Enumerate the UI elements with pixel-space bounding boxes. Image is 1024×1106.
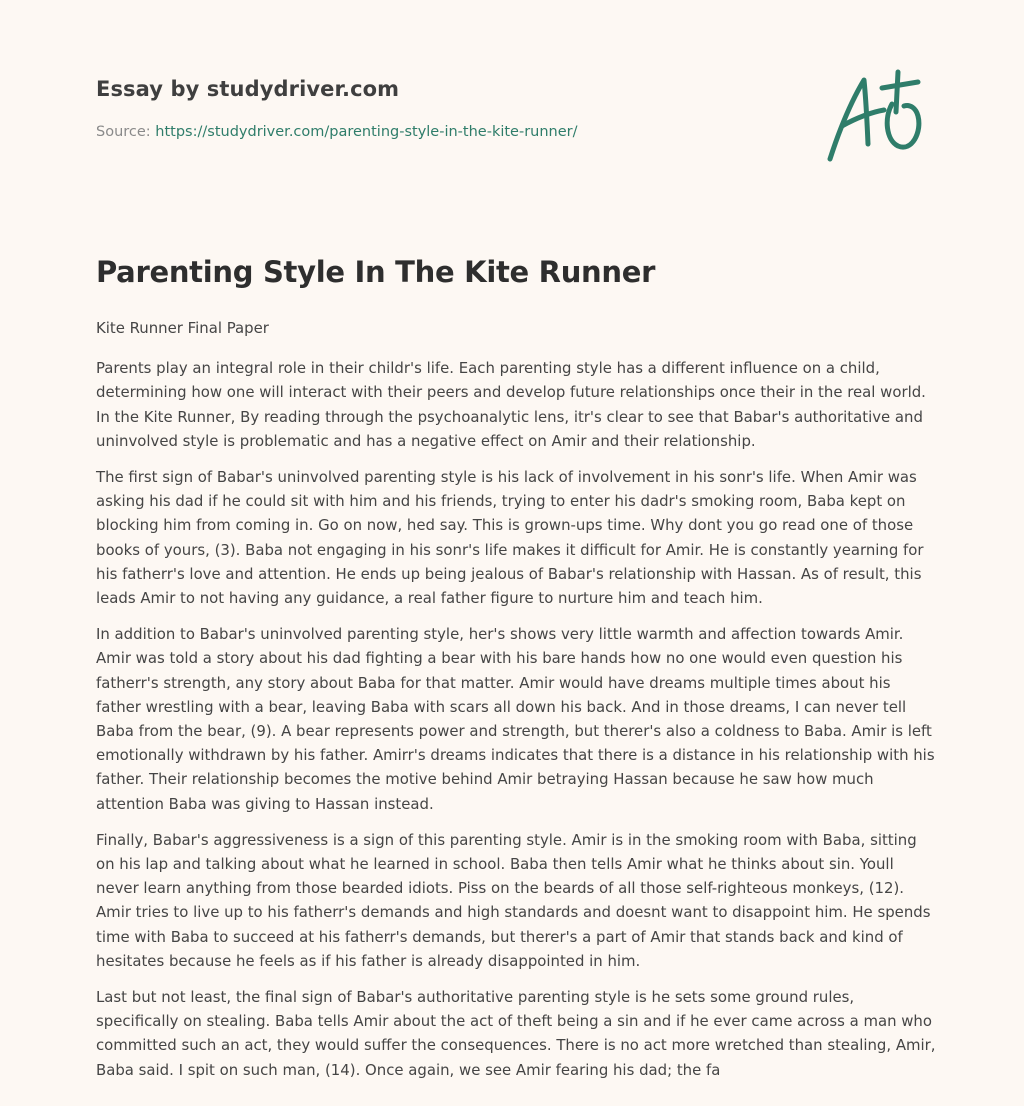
source-line [96, 124, 578, 140]
essay-subtitle: Kite Runner Final Paper [96, 319, 269, 337]
paragraph: Last but not least, the final sign of Babar's authoritative parenting style is he sets some ground rules, specifically on stealing. Baba tells Amir about the act of theft being a sin and if he ever came across a man who committed such an act, they would suffer the consequences. There is no act more wretched than stealing, Amir, Baba said. I spit on such man, (14). Once again, we see Amir fearing his dad; the fa [96, 988, 936, 1079]
paragraph: In addition to Babar's uninvolved parenting style, her's shows very little warmth and affection towards Amir. Amir was told a story about his dad fighting a bear with his bare hands how no one would even question his fatherr's strength, any story about Baba for that matter. Amir would have dreams multiple times about his father wrestling with a bear, leaving Baba with scars all down his back. And in those dreams, I can never tell Baba from the bear, (9). A bear represents power and strength, but therer's also a coldness to Baba. Amir is left emotionally withdrawn by his father. Amirr's dreams indicates that there is a distance in his relationship with his father. Their relationship becomes the motive behind Amir betraying Hassan because he saw how much attention Baba was giving to Hassan instead. [96, 625, 935, 813]
essay-title: Parenting Style In The Kite Runner [96, 255, 656, 289]
source-link[interactable]: https://studydriver.com/parenting-style-in-the-kite-runner/ [155, 124, 578, 140]
paragraph: Finally, Babar's aggressiveness is a sign of this parenting style. Amir is in the smoking room with Baba, sitting on his lap and talking about what he learned in school. Baba then tells Amir what he thinks about sin. Youll never learn anything from those bearded idiots. Piss on the beards of all those self-righteous monkeys, (12). Amir tries to live up to his fatherr's demands and high standards and doesnt want to disappoint him. He spends time with Baba to succeed at his fatherr's demands, but therer's a part of Amir that stands back and kind of hesitates because he feels as if his father is already disappointed in him. [96, 830, 931, 970]
source-label: Source: [96, 124, 156, 140]
paragraph: Parents play an integral role in their childr's life. Each parenting style has a different influence on a child, determining how one will interact with their peers and develop future relationships once their in the real world. In the Kite Runner, By reading through the psychoanalytic lens, itr's clear to see that Babar's authoritative and uninvolved style is problematic and has a negative effect on Amir and their relationship. [96, 359, 926, 450]
paragraph: The first sign of Babar's uninvolved parenting style is his lack of involvement in his sonr's life. When Amir was asking his dad if he could sit with him and his friends, trying to enter his dadr's smoking room, Baba kept on blocking him from coming in. Go on now, hed say. This is grown-ups time. Why dont you go read one of those books of yours, (3). Baba not engaging in his sonr's life makes it difficult for Amir. He is constantly yearning for his fatherr's love and attention. He ends up being jealous of Babar's relationship with Hassan. As of result, this leads Amir to not having any guidance, a real father figure to nurture him and teach him. [96, 468, 924, 608]
a-plus-logo-icon [818, 66, 930, 166]
essay-body [96, 316, 936, 1094]
site-brand: Essay by studydriver.com [96, 77, 400, 101]
